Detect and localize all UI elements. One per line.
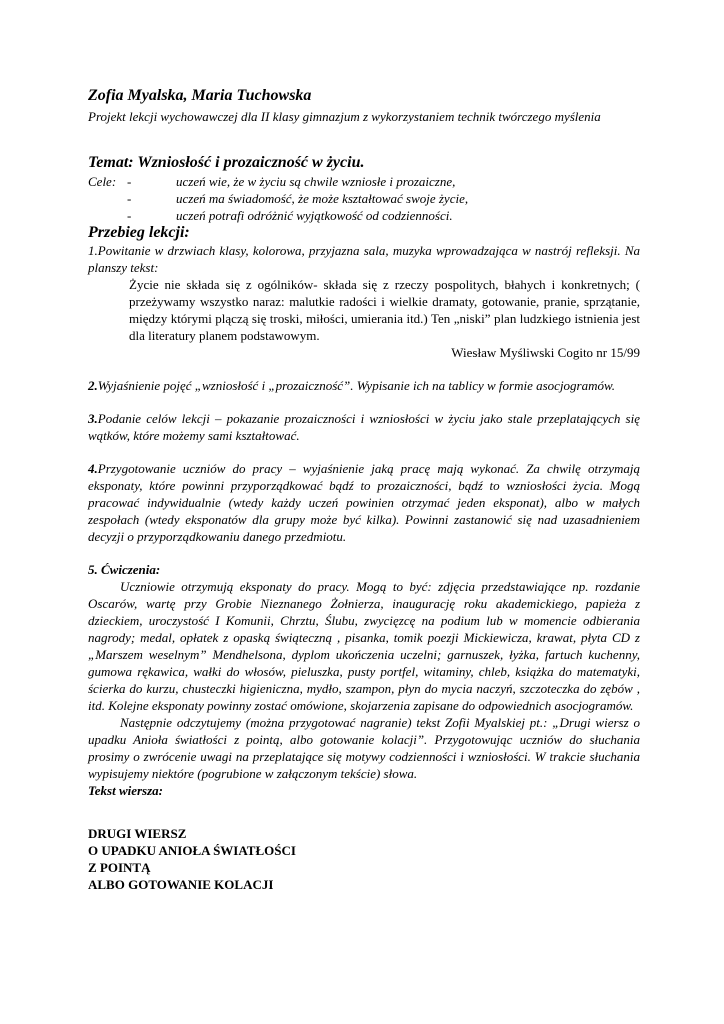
quote-text: Życie nie składa się z ogólników- składa się z rzeczy pospolitych, błahych i konkretnych; ( przeżywamy wszystko naraz: malutkie radości i wielkie dramaty, gotowanie, pranie, sprzątanie, między którymi plączą się troski, miłości, umierania itd.) Ten „niski” plan ludzkiego istnienia jest dla literatury planem podstawowym. (129, 277, 640, 343)
goal-item (88, 173, 640, 190)
exercises-paragraph-2: Następnie odczytujemy (można przygotować nagranie) tekst Zofii Myalskiej pt.: „Drugi wiersz o upadku Anioła światłości z pointą, albo gotowanie kolacji”. Przygotowując uczniów do słuchania prosimy o zwrócenie uwagi na przeplatające się motywy codzienności i wzniosłości. W trakcie słuchania wypisujemy niektóre (pogrubione w załączonym tekście) słowa. (88, 715, 640, 781)
exercises-heading: 5. Ćwiczenia: (88, 562, 161, 577)
bullet-dash: - (127, 174, 132, 189)
document-page (88, 86, 640, 893)
step-text: .Powitanie w drzwiach klasy, kolorowa, przyjazna sala, muzyka wprowadzająca w nastrój refleksji. Na planszy tekst: (88, 243, 640, 275)
step-text: Przygotowanie uczniów do pracy – wyjaśnienie jaką pracę mają wykonać. Za chwilę otrzymają eksponaty, które powinni przyporządkować bądź to prozaiczności, bądź to wzniosłości życia. Mogą pracować indywidualnie (wtedy każdy uczeń powinien otrzymać jeden eksponat), albo w małych zespołach (wtedy eksponatów dla grupy może być kilka). Powinni zastanowić się nad uzasadnieniem decyzji o przyporządkowaniu danego przedmiotu. (88, 461, 640, 544)
poem-label: Tekst wiersza: (88, 783, 163, 798)
poem-title-line: ALBO GOTOWANIE KOLACJI (88, 877, 274, 892)
step-3 (88, 410, 640, 444)
goals-label: Cele: (88, 174, 117, 189)
step-number: 1 (88, 243, 95, 258)
poem-title-line: O UPADKU ANIOŁA ŚWIATŁOŚCI (88, 843, 296, 858)
quote-source: Wiesław Myśliwski Cogito nr 15/99 (451, 345, 640, 360)
step-text: Wyjaśnienie pojęć „wzniosłość i „prozaiczność”. Wypisanie ich na tablicy w formie asocjogramów. (97, 378, 615, 393)
goal-text: uczeń wie, że w życiu są chwile wzniosłe i prozaiczne, (176, 174, 456, 189)
goal-item (88, 207, 640, 224)
step-text: Podanie celów lekcji – pokazanie prozaiczności i wzniosłości w życiu jako stale przeplatających się wątków, które możemy sami kształtować. (88, 411, 640, 443)
exercises-paragraph-1: Uczniowie otrzymują eksponaty do pracy. Mogą to być: zdjęcia przedstawiające np. rozdanie Oscarów, wartę przy Grobie Nieznanego Żołnierza, inaugurację roku akademickiego, papieża z dzieckiem, uroczystość I Komunii, Chrztu, Ślubu, zwycięzcę na podium lub w momencie odbierania nagrody; medal, opłatek z opaską świąteczną , pisanka, tomik poezji Mickiewicza, krawat, płyta CD z „Marszem weselnym” Mendhelsona, dyplom ukończenia uczelni; garnuszek, łyżka, fartuch kuchenny, gumowa rękawica, wałki do włosów, pieluszka, pusty portfel, witaminy, chleb, książka do matematyki, ścierka do kurzu, chusteczki higieniczna, mydło, szampon, płyn do mycia naczyń, szczoteczka do zębów , itd. Kolejne eksponaty powinny zostać omówione, skojarzenia zapisane do odpowiednich asocjogramów. (88, 579, 640, 713)
lesson-topic: Temat: Wzniosłość i prozaiczność w życiu. (88, 154, 365, 171)
goal-text: uczeń ma świadomość, że może kształtować swoje życie, (176, 191, 469, 206)
document-subtitle: Projekt lekcji wychowawczej dla II klasy gimnazjum z wykorzystaniem technik twórczego myślenia (88, 109, 601, 124)
step-number: 3. (88, 411, 98, 426)
step-number: 2. (88, 378, 98, 393)
bullet-dash: - (127, 208, 132, 223)
authors: Zofia Myalska, Maria Tuchowska (88, 87, 312, 104)
poem-title-line: DRUGI WIERSZ (88, 826, 187, 841)
goals-list (88, 173, 640, 224)
goal-item (88, 190, 640, 207)
bullet-dash: - (127, 191, 132, 206)
goal-text: uczeń potrafi odróżnić wyjątkowość od codzienności. (176, 208, 453, 223)
step-1 (88, 242, 640, 276)
step-4 (88, 460, 640, 545)
poem-title-line: Z POINTĄ (88, 860, 151, 875)
step-number: 4. (88, 461, 98, 476)
step-2 (88, 377, 640, 394)
course-heading: Przebieg lekcji: (88, 224, 190, 241)
